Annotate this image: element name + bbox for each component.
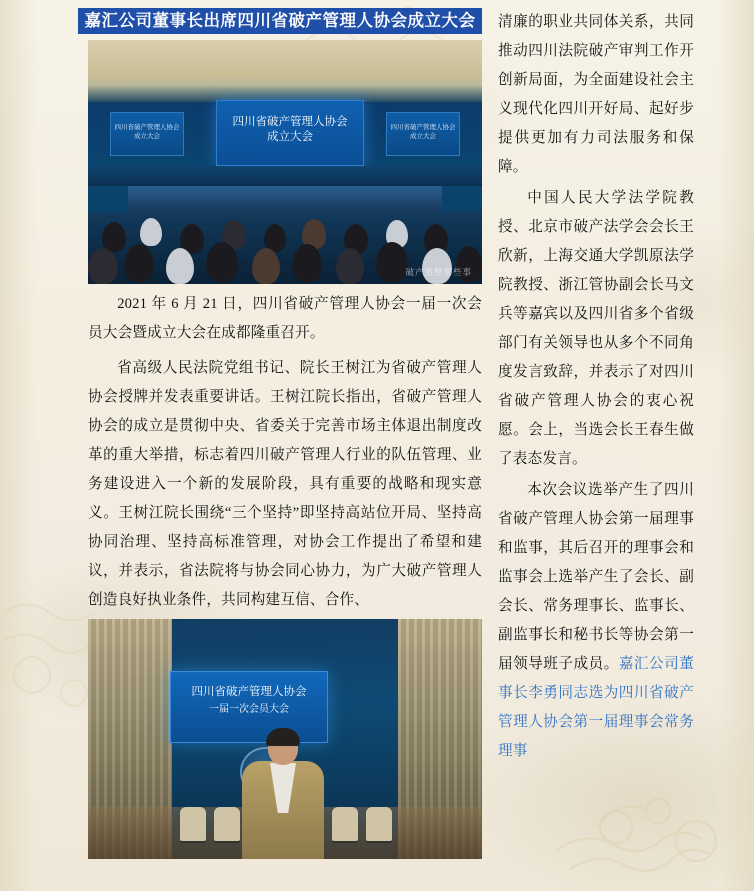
ceiling	[88, 40, 482, 102]
left-paragraph-2: 省高级人民法院党组书记、院长王树江为省破产管理人协会授牌并发表重要讲话。王树江院长指出，省破产管理人协会的成立是贯彻中央、省委关于完善市场主体退出制度改革的重大举措，标志着四川破产管理人行业的队伍管理、业务建设进入一个新的发展阶段，具有重要的战略和现实意义。王树江院长围绕“三个坚持”即坚持高站位开局、坚持高协同治理、坚持高标准管理，对协会工作提出了希望和建议，并表示，省法院将与协会同心协力，为广大破产管理人创造良好执业条件，共同构建互信、合作、	[88, 360, 482, 608]
right-paragraph-3-text: 本次会议选举产生了四川省破产管理人协会第一届理事和监事，其后召开的理事会和监事会上选举产生了会长、副会长、常务理事长、监事长、副监事长和秘书长等协会第一届领导班子成员。	[498, 482, 694, 672]
person-hair	[266, 728, 300, 746]
page-title: 嘉汇公司董事长出席四川省破产管理人协会成立大会	[78, 8, 482, 34]
chair	[180, 807, 206, 841]
right-column	[498, 8, 694, 766]
side-screen-left	[110, 112, 184, 156]
main-stage-screen	[216, 100, 364, 166]
audience-head	[292, 244, 322, 282]
left-paragraph-1: 2021 年 6 月 21 日，四川省破产管理人协会一届一次会员大会暨成立大会在成都隆重召开。	[88, 296, 482, 341]
left-decorative-band	[0, 0, 36, 891]
audience-head	[252, 248, 280, 284]
chair	[214, 807, 240, 841]
person-portrait	[240, 731, 326, 859]
audience-head	[88, 248, 118, 284]
audience-head	[336, 248, 364, 284]
right-decorative-band	[718, 0, 754, 891]
photo-watermark: 破产重整那些事	[405, 267, 472, 277]
side-screen-right	[386, 112, 460, 156]
side-screen-right-line2: 成立大会	[410, 133, 436, 140]
meeting-screen-line1: 四川省破产管理人协会	[191, 686, 307, 698]
main-screen-line1: 四川省破产管理人协会	[232, 116, 348, 128]
audience-head	[140, 218, 162, 246]
photo-assembly-hall	[88, 40, 482, 284]
audience-head	[206, 242, 238, 282]
left-column	[88, 40, 482, 859]
side-screen-left-line1: 四川省破产管理人协会	[114, 124, 180, 131]
audience-head	[166, 248, 194, 284]
chair	[332, 807, 358, 841]
audience-head	[376, 242, 408, 282]
right-paragraph-3	[498, 476, 694, 766]
side-screen-left-line2: 成立大会	[134, 133, 160, 140]
side-screen-right-line1: 四川省破产管理人协会	[390, 124, 456, 131]
highlight-text: 嘉汇公司董事长李勇同志选为四川省破产管理人协会第一届理事会常务理事	[498, 656, 694, 759]
audience-head	[124, 244, 154, 282]
meeting-screen-line2: 一届一次会员大会	[209, 704, 289, 715]
head-table	[128, 186, 442, 212]
stage	[88, 166, 482, 186]
right-paragraph-2: 中国人民大学法学院教授、北京市破产法学会会长王欣新，上海交通大学凯原法学院教授、浙江管协副会长马文兵等嘉宾以及四川省多个省级部门有关领导也从多个不同角度发言致辞，并表示了对四川省破产管理人协会的衷心祝愿。会上，当选会长王春生做了表态发言。	[498, 190, 694, 467]
photo-member-meeting	[88, 619, 482, 859]
right-paragraph-1: 清廉的职业共同体关系，共同推动四川法院破产审判工作开创新局面，为全面建设社会主义现代化四川开好局、起好步提供更加有力司法服务和保障。	[498, 14, 694, 175]
main-screen-line2: 成立大会	[267, 131, 313, 143]
chair	[366, 807, 392, 841]
